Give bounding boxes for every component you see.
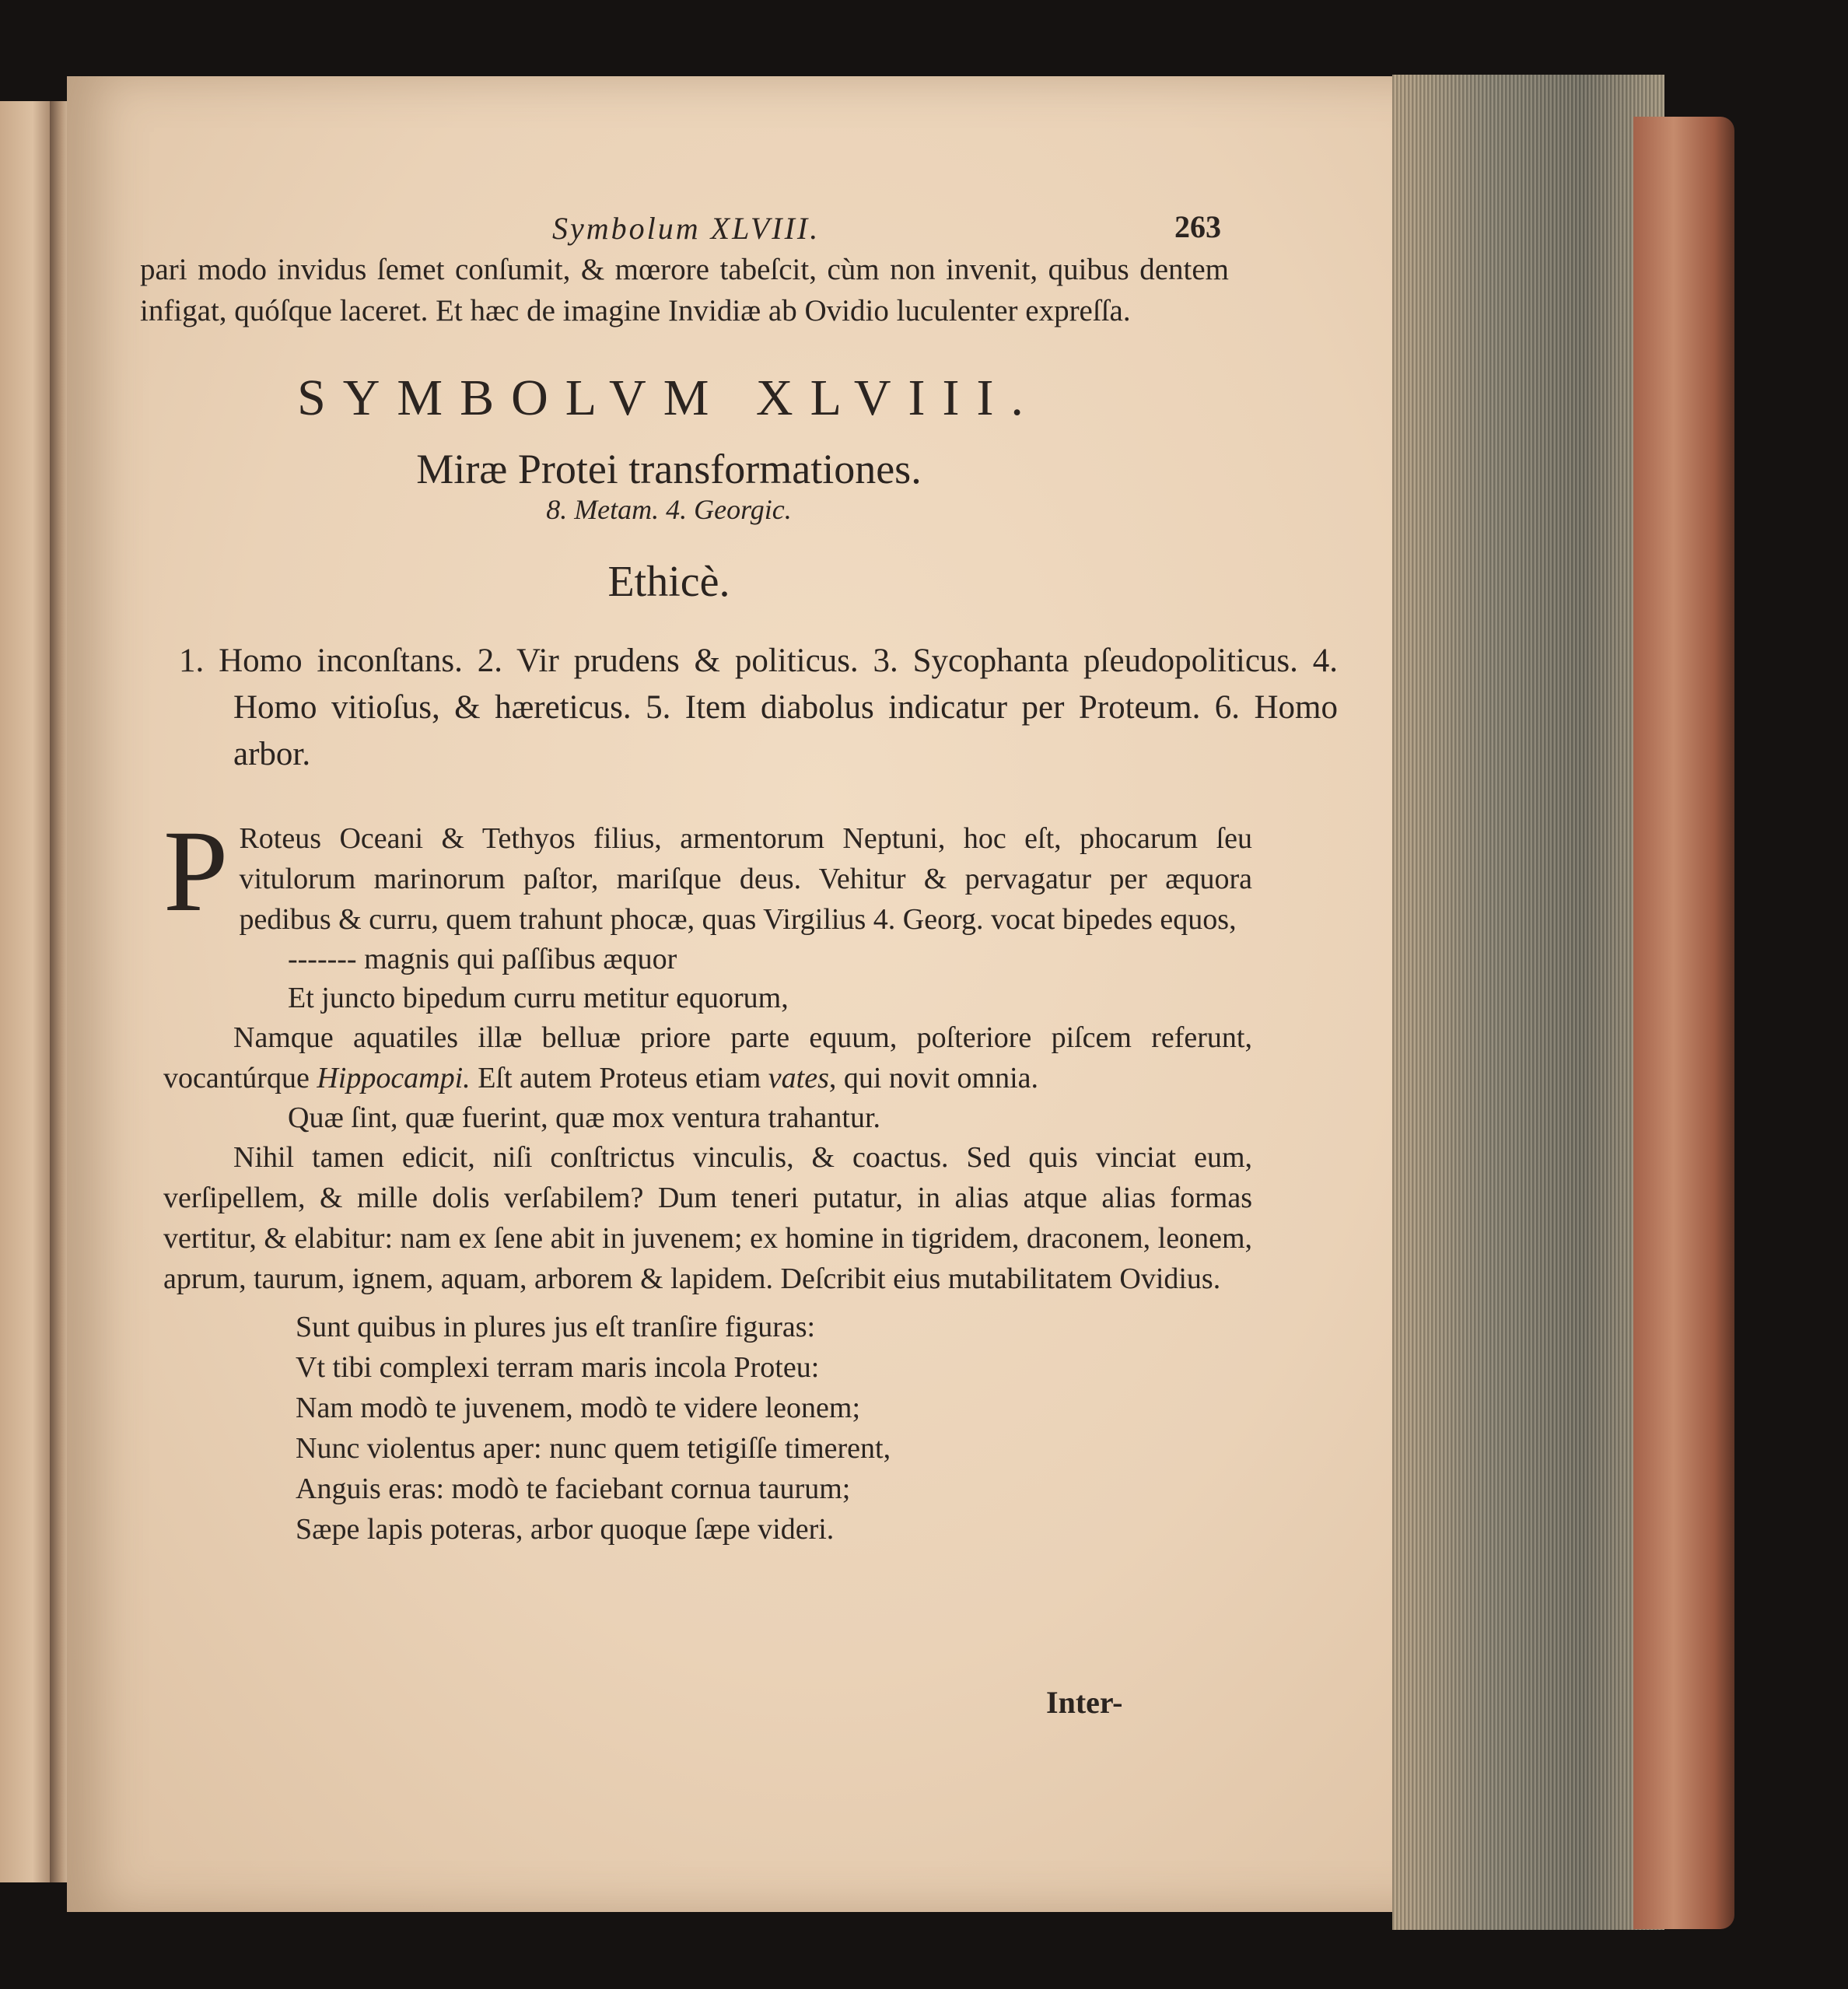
- page-block-edge: [1392, 75, 1664, 1930]
- section-heading: Ethicè.: [607, 558, 730, 606]
- paragraph-proteus: Roteus Oceani & Tethyos filius, armentorum Neptuni, hoc eſt, phocarum ſeu vitulorum marinorum paſtor, mariſque deus. Vehitur & pervagatur per æquora pedibus & curru, quem trahunt phocæ, quas Virgilius 4. Georg. vocat bipedes equos,: [239, 822, 1252, 936]
- ovid-verse-line: Nunc violentus aper: nunc quem tetigiſſe timerent,: [296, 1432, 891, 1465]
- symbol-title: SYMBOLVM XLVIII.: [297, 369, 1041, 426]
- ovid-verse-line: Vt tibi complexi terram maris incola Proteu:: [296, 1351, 820, 1384]
- source-reference: 8. Metam. 4. Georgic.: [546, 494, 792, 525]
- book-cover-edge: [1633, 117, 1734, 1929]
- ethic-list: 1. Homo inconſtans. 2. Vir prudens & politicus. 3. Sycophanta pſeudopoliticus. 4. Homo vitioſus, & hæreticus. 5. Item diabolus indicatur per Proteum. 6. Homo arbor.: [179, 643, 1338, 772]
- paragraph-hippocampi: [163, 1017, 1252, 1098]
- verse-line: Quæ ſint, quæ fuerint, quæ mox ventura trahantur.: [288, 1101, 881, 1134]
- text-run: , qui novit omnia.: [828, 1062, 1039, 1094]
- body-text: [163, 807, 1252, 1550]
- running-head: [117, 202, 1252, 249]
- ovid-verse-line: Anguis eras: modò te faciebant cornua taurum;: [296, 1472, 851, 1505]
- ovid-verse-line: Sunt quibus in plures jus eſt tranſire figuras:: [296, 1311, 816, 1343]
- text-run: Eſt autem Proteus etiam: [478, 1062, 761, 1094]
- running-head-title: Symbolum XLVIII.: [552, 211, 821, 246]
- page-number: 263: [1174, 209, 1221, 244]
- text-run: Namque aquatiles illæ belluæ priore parte equum, poſteriore piſcem referunt, vocantúrque: [163, 1021, 1252, 1094]
- verse-line: ------- magnis qui paſſibus æquor: [288, 943, 677, 975]
- left-page-edge: [0, 101, 54, 1882]
- catchword: Inter-: [1046, 1685, 1123, 1720]
- drop-cap: P: [163, 807, 229, 936]
- paragraph-transformations: Nihil tamen edicit, niſi conſtrictus vinculis, & coactus. Sed quis vinciat eum, verſipellem, & mille dolis verſabilem? Dum teneri putatur, in alias atque alias formas vertitur, & elabitur: nam ex ſene abit in juvenem; ex homine in tigridem, draconem, leonem, aprum, taurum, ignem, aquam, arborem & lapidem. Deſcribit eius mutabilitatem Ovidius.: [163, 1141, 1252, 1295]
- italic-term-hippocampi: Hippocampi.: [317, 1062, 471, 1094]
- verse-line: Et juncto bipedum curru metitur equorum,: [288, 982, 789, 1014]
- ovid-verse-line: Sæpe lapis poteras, arbor quoque ſæpe videri.: [296, 1513, 835, 1546]
- ovid-verse-line: Nam modò te juvenem, modò te videre leonem;: [296, 1392, 861, 1424]
- symbol-subtitle: Miræ Protei transformationes.: [416, 446, 922, 492]
- text-block: [117, 202, 1338, 1550]
- continuation-paragraph: pari modo invidus ſemet conſumit, & mœrore tabeſcit, cùm non invenit, quibus dentem infigat, quóſque laceret. Et hæc de imagine Invidiæ ab Ovidio luculenter expreſſa.: [140, 253, 1229, 327]
- ovid-quotation: [296, 1307, 1252, 1550]
- italic-term-vates: vates: [768, 1062, 829, 1094]
